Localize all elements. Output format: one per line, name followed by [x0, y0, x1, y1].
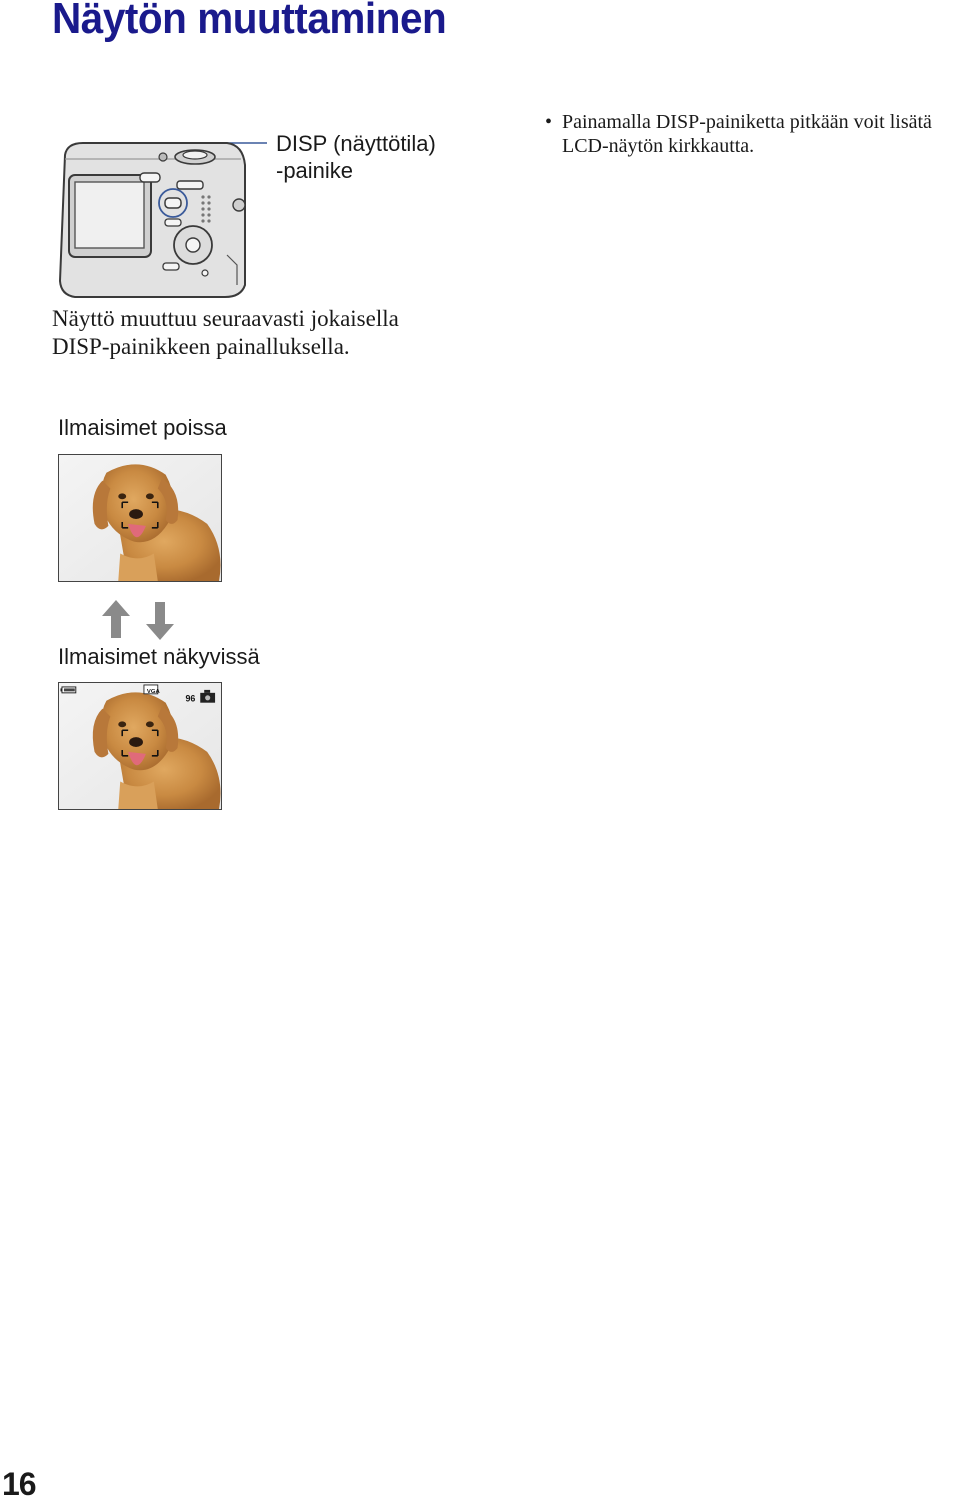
mode-label-indicators-on: Ilmaisimet näkyvissä [58, 644, 260, 669]
intro-line2: DISP-painikkeen painalluksella. [52, 334, 350, 359]
remaining-shots: 96 [185, 693, 196, 704]
intro-line1: Näyttö muuttuu seuraavasti jokaisella [52, 306, 399, 331]
dog-photo [59, 455, 221, 581]
page-title: Näytön muuttaminen [52, 0, 447, 43]
lcd-screen-indicators-off [58, 454, 222, 582]
page-number: 16 [2, 1466, 36, 1502]
dog-photo-with-indicators [59, 683, 221, 809]
tip-text: Painamalla DISP-painiketta pitkään voit lisätä LCD-näytön kirkkautta. [562, 111, 932, 157]
arrow-down-icon [146, 602, 174, 640]
disp-button-label [276, 130, 436, 184]
intro-paragraph [52, 305, 512, 361]
mode-label-indicators-off: Ilmaisimet poissa [58, 415, 227, 440]
camera-illustration [55, 135, 270, 300]
battery-icon [60, 687, 75, 693]
disp-label-line1: DISP (näyttötila) [276, 131, 436, 156]
image-size-indicator: VGA [146, 688, 160, 695]
tip-bullet [545, 110, 960, 158]
arrow-up-icon [102, 600, 130, 638]
lcd-screen-indicators-on [58, 682, 222, 810]
toggle-arrows [98, 600, 178, 640]
disp-button [165, 198, 181, 208]
bullet-mark: • [545, 111, 553, 133]
disp-label-line2: -painike [276, 158, 354, 183]
